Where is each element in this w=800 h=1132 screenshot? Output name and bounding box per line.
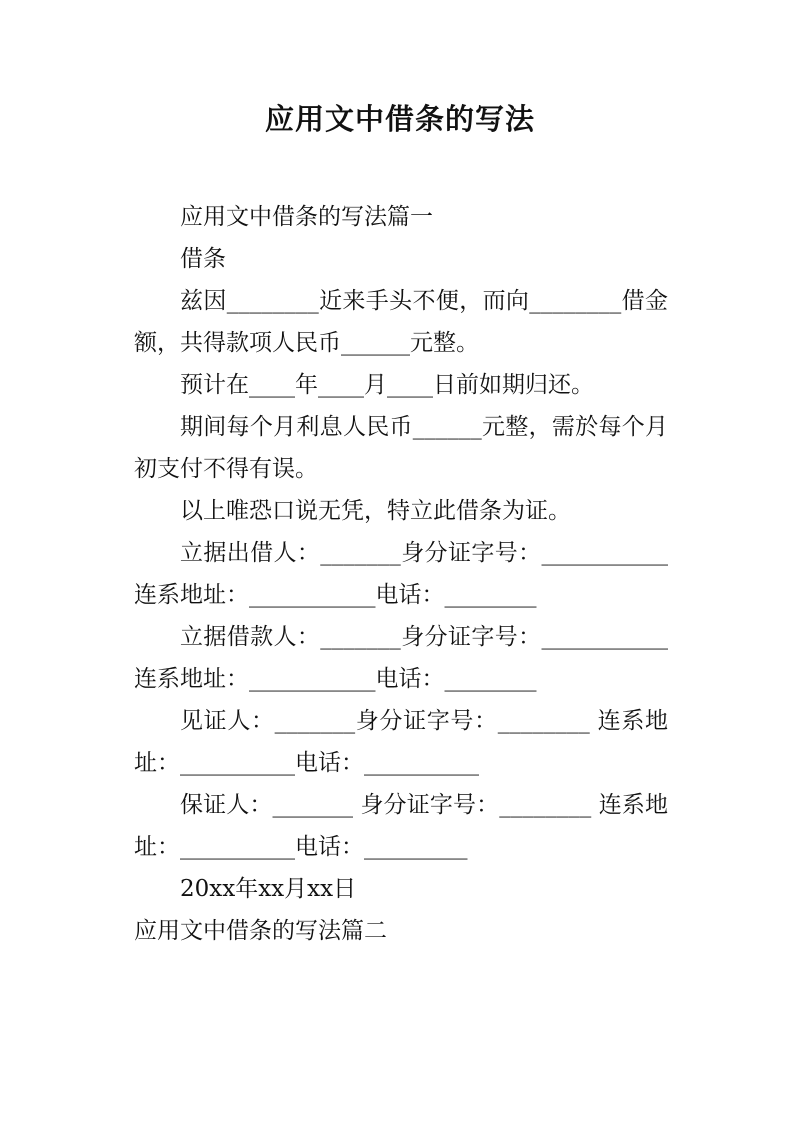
guarantor-info: 保证人：_______ 身分证字号：________ 连系地址：__________电话：_________: [134, 792, 668, 860]
document-body: [134, 196, 727, 952]
document-title: 应用文中借条的写法: [264, 102, 535, 136]
iou-heading: 借条: [180, 246, 226, 272]
borrower-info: 立据借款人：_______身分证字号：___________ 连系地址：___________电话：________: [134, 624, 727, 692]
section2-heading: 应用文中借条的写法篇二: [134, 918, 387, 944]
date-line: 20xx年xx月xx日: [180, 876, 357, 902]
witness-info: 见证人：_______身分证字号：________ 连系地址：__________电话：__________: [134, 708, 668, 776]
lender-info: 立据出借人：_______身分证字号：___________ 连系地址：___________电话：________: [134, 540, 727, 608]
proof-paragraph: 以上唯恐口说无凭，特立此借条为证。: [180, 498, 571, 524]
section1-heading: 应用文中借条的写法篇一: [180, 204, 433, 230]
interest-paragraph: 期间每个月利息人民币______元整，需於每个月初支付不得有误。: [134, 414, 668, 482]
reason-paragraph: 兹因________近来手头不便，而向________借金额，共得款项人民币______元整。: [134, 288, 668, 356]
repayment-date-paragraph: 预计在____年____月____日前如期归还。: [180, 372, 594, 398]
